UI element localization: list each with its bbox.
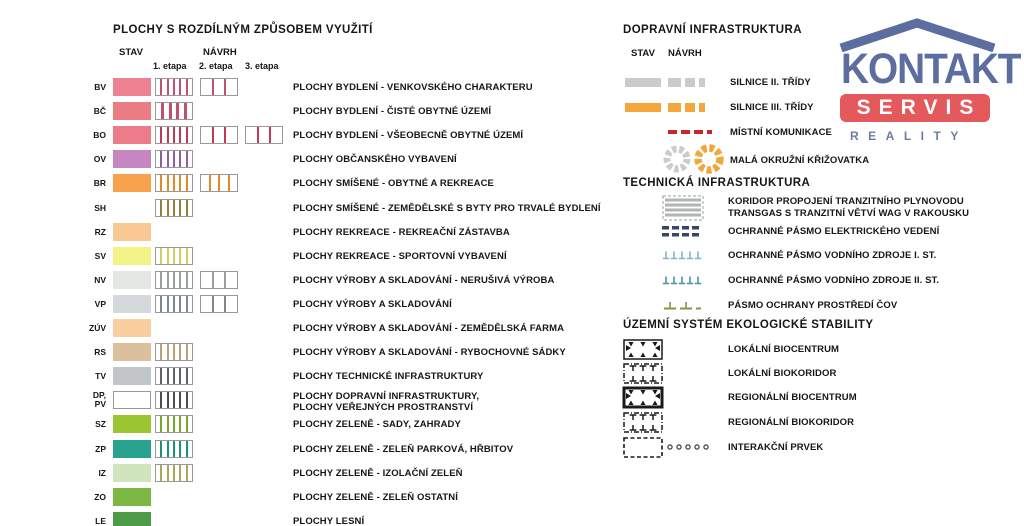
tacks-icon (662, 250, 702, 261)
stav-swatch (113, 391, 151, 409)
uses-row-label: REGIONÁLNÍ BIOKORIDOR (728, 417, 855, 428)
stav-swatch (113, 440, 151, 458)
stripe-mark (160, 79, 162, 95)
biokoridor-icon (622, 362, 664, 385)
stripe-mark (160, 465, 162, 481)
stav-swatch (113, 367, 151, 385)
stripe-mark (179, 200, 181, 216)
etapa2-swatch (200, 126, 238, 144)
row-code: ZP (95, 444, 106, 454)
stav-swatch (113, 247, 151, 265)
transport-row-label: SILNICE II. TŘÍDY (730, 77, 811, 88)
stripe-mark (179, 368, 181, 384)
stripe-mark (167, 296, 169, 312)
row-label: PLOCHY TECHNICKÉ INFRASTRUKTURY (293, 371, 484, 382)
technical-row-label-line2: TRANSGAS S TRANZITNÍ VĚTVÍ WAG V RAKOUSKU (728, 208, 970, 219)
technical-row-label: OCHRANNÉ PÁSMO VODNÍHO ZDROJE I. ST. (728, 250, 937, 261)
stripe-mark (173, 151, 175, 167)
stripe-mark (184, 103, 187, 119)
stripe-mark (167, 248, 169, 264)
row-code: NV (94, 275, 106, 285)
etapa1-swatch (155, 415, 193, 433)
stripe-mark (161, 103, 164, 119)
left-stav-header: STAV (119, 47, 143, 58)
stripe-mark (179, 127, 181, 143)
stripe-mark (160, 344, 162, 360)
stripe-mark (173, 79, 175, 95)
row-code: RZ (94, 227, 106, 237)
row-code: LE (95, 516, 106, 526)
stripe-mark (160, 200, 162, 216)
stripe-mark (173, 441, 175, 457)
stripe-mark (160, 416, 162, 432)
interaction-dots-icon (666, 443, 712, 451)
local-road-dashes (668, 130, 712, 134)
stripe-mark (179, 272, 181, 288)
technical-row-label: PÁSMO OCHRANY PROSTŘEDÍ ČOV (728, 300, 898, 311)
stripe-mark (167, 465, 169, 481)
row-label: PLOCHY ZELENĚ - SADY, ZAHRADY (293, 419, 461, 430)
stripe-mark (228, 175, 230, 191)
row-code: OV (93, 154, 106, 164)
row-label: PLOCHY VÝROBY A SKLADOVÁNÍ - ZEMĚDĚLSKÁ FARMA (293, 323, 565, 334)
stripe-mark (224, 296, 226, 312)
stripe-mark (186, 416, 188, 432)
row-code: BČ (93, 106, 106, 116)
technical-row-label: KORIDOR PROPOJENÍ TRANZITNÍHO PLYNOVODU (728, 196, 964, 207)
stripe-mark (167, 368, 169, 384)
stripe-mark (173, 127, 175, 143)
row-label: PLOCHY SMÍŠENÉ - ZEMĚDĚLSKÉ S BYTY PRO TRVALÉ BYDLENÍ (293, 203, 601, 214)
stripe-mark (179, 392, 181, 408)
row-code: TV (95, 371, 106, 381)
row-code: SZ (95, 419, 106, 429)
stav-swatch (113, 78, 151, 96)
stripe-mark (167, 175, 169, 191)
row-code: BV (94, 82, 106, 92)
biokoridor-icon (622, 411, 664, 434)
row-label: PLOCHY ZELENĚ - ZELEŇ PARKOVÁ, HŘBITOV (293, 444, 514, 455)
stripe-mark (212, 79, 214, 95)
etapa3-swatch (245, 126, 283, 144)
road-navrh-dashes (668, 78, 705, 87)
stav-swatch (113, 343, 151, 361)
etapa1-swatch (155, 440, 193, 458)
row-label: PLOCHY ZELENĚ - ZELEŇ OSTATNÍ (293, 492, 458, 503)
row-label: PLOCHY OBČANSKÉHO VYBAVENÍ (293, 154, 457, 165)
technical-row-label: OCHRANNÉ PÁSMO VODNÍHO ZDROJE II. ST. (728, 275, 940, 286)
etapa1-swatch (155, 367, 193, 385)
dashtacks-icon (662, 300, 706, 311)
stripe-mark (186, 175, 188, 191)
stripe-mark (167, 344, 169, 360)
stripe-mark (269, 127, 271, 143)
stripe-mark (179, 248, 181, 264)
uses-row-label: REGIONÁLNÍ BIOCENTRUM (728, 392, 857, 403)
stav-swatch (113, 102, 151, 120)
stripe-mark (212, 272, 214, 288)
stripe-mark (167, 441, 169, 457)
tacks-icon (662, 275, 702, 286)
stripe-mark (212, 296, 214, 312)
stripe-mark (257, 127, 259, 143)
stripe-mark (179, 465, 181, 481)
row-code: SV (94, 251, 106, 261)
etapa2-swatch (200, 295, 238, 313)
stav-swatch (113, 126, 151, 144)
etapa1-swatch (155, 126, 193, 144)
dash-segment (694, 130, 703, 134)
uses-row-label: LOKÁLNÍ BIOKORIDOR (728, 368, 837, 379)
stripe-mark (173, 368, 175, 384)
stav-swatch (113, 512, 151, 526)
etapa1-swatch (155, 343, 193, 361)
road-stav-bar (625, 103, 661, 112)
row-label-line2: PLOCHY VEŘEJNÝCH PROSTRANSTVÍ (293, 402, 474, 413)
etapa2-swatch (200, 78, 238, 96)
stripe-mark (224, 127, 226, 143)
uses-row-label: INTERAKČNÍ PRVEK (728, 442, 824, 453)
dash-segment (699, 78, 705, 87)
row-code: VP (94, 299, 106, 309)
dash-segment (668, 78, 681, 87)
biocentrum-icon (622, 386, 664, 409)
dash-segment (707, 130, 712, 134)
dashes2-icon (662, 226, 702, 238)
etapa1-swatch (155, 247, 193, 265)
stripe-mark (186, 248, 188, 264)
row-code: RS (94, 347, 106, 357)
stripe-mark (186, 200, 188, 216)
row-code: BR (93, 178, 106, 188)
etapa1-swatch (155, 199, 193, 217)
transport-section-title: DOPRAVNÍ INFRASTRUKTURA (623, 24, 802, 36)
stripe-mark (173, 296, 175, 312)
stripe-mark (186, 127, 188, 143)
row-code: IZ (98, 468, 106, 478)
stripe-mark (176, 103, 179, 119)
stripe-mark (173, 175, 175, 191)
stripe-mark (160, 296, 162, 312)
etapa1-swatch (155, 464, 193, 482)
stripe-mark (167, 127, 169, 143)
uses-row-label: LOKÁLNÍ BIOCENTRUM (728, 344, 840, 355)
etapa3-header: 3. etapa (245, 61, 279, 71)
stripe-mark (186, 272, 188, 288)
etapa1-swatch (155, 150, 193, 168)
stripe-mark (186, 344, 188, 360)
roundabout-icon (662, 144, 724, 174)
transport-navrh-header: NÁVRH (668, 48, 702, 59)
row-label: PLOCHY BYDLENÍ - VŠEOBECNĚ OBYTNÉ ÚZEMÍ (293, 130, 524, 141)
stripe-mark (179, 416, 181, 432)
stav-swatch (113, 150, 151, 168)
row-code: BO (93, 130, 106, 140)
stripe-mark (167, 200, 169, 216)
dash-segment (699, 103, 705, 112)
stripe-mark (186, 465, 188, 481)
stav-swatch (113, 174, 151, 192)
stripe-mark (186, 79, 188, 95)
transport-row-label: SILNICE III. TŘÍDY (730, 102, 814, 113)
stav-swatch (113, 319, 151, 337)
row-label: PLOCHY REKREACE - REKREAČNÍ ZÁSTAVBA (293, 227, 510, 238)
etapa2-swatch (200, 174, 238, 192)
stripe-mark (186, 441, 188, 457)
stripe-mark (179, 151, 181, 167)
dash-segment (681, 130, 690, 134)
stripe-mark (186, 151, 188, 167)
stripe-mark (167, 272, 169, 288)
row-code: ZO (94, 492, 106, 502)
technical-row-label: OCHRANNÉ PÁSMO ELEKTRICKÉHO VEDENÍ (728, 226, 940, 237)
stripe-mark (173, 344, 175, 360)
stripe-mark (169, 103, 172, 119)
stripe-mark (173, 392, 175, 408)
row-label: PLOCHY ZELENĚ - IZOLAČNÍ ZELEŇ (293, 468, 463, 479)
stripe-mark (173, 416, 175, 432)
stripe-mark (179, 175, 181, 191)
etapa1-swatch (155, 271, 193, 289)
stripe-mark (186, 392, 188, 408)
stav-swatch (113, 271, 151, 289)
stripe-mark (160, 248, 162, 264)
row-label: PLOCHY VÝROBY A SKLADOVÁNÍ - NERUŠIVÁ VÝROBA (293, 275, 555, 286)
transport-row-label: MÍSTNÍ KOMUNIKACE (730, 127, 832, 138)
stripe-mark (160, 127, 162, 143)
left-navrh-header: NÁVRH (203, 47, 237, 58)
row-label: PLOCHY DOPRAVNÍ INFRASTRUKTURY, (293, 391, 480, 402)
row-label: PLOCHY BYDLENÍ - ČISTÉ OBYTNÉ ÚZEMÍ (293, 106, 492, 117)
stripe-mark (160, 175, 162, 191)
logo-servis-text: SERVIS (840, 94, 990, 122)
corridor-icon (662, 195, 704, 221)
stripe-mark (167, 416, 169, 432)
interakcni-icon (622, 436, 664, 459)
road-stav-bar (625, 78, 661, 87)
stripe-mark (160, 272, 162, 288)
transport-row-label: MALÁ OKRUŽNÍ KŘIŽOVATKA (730, 155, 870, 166)
row-label: PLOCHY LESNÍ (293, 516, 365, 526)
etapa1-swatch (155, 102, 193, 120)
stripe-mark (173, 200, 175, 216)
logo-reality-text: REALITY (850, 129, 968, 143)
stav-swatch (113, 488, 151, 506)
kontakt-servis-logo (838, 18, 1021, 143)
stripe-mark (167, 392, 169, 408)
row-label: PLOCHY VÝROBY A SKLADOVÁNÍ (293, 299, 452, 310)
logo-kontakt-text: KONTAKT (841, 46, 1021, 94)
dash-segment (668, 103, 681, 112)
stripe-mark (179, 344, 181, 360)
stripe-mark (173, 465, 175, 481)
etapa1-swatch (155, 295, 193, 313)
row-label: PLOCHY SMÍŠENÉ - OBYTNÉ A REKREACE (293, 178, 494, 189)
stripe-mark (160, 368, 162, 384)
stripe-mark (179, 296, 181, 312)
stripe-mark (160, 392, 162, 408)
stripe-mark (167, 151, 169, 167)
etapa1-swatch (155, 78, 193, 96)
stripe-mark (212, 127, 214, 143)
dash-segment (668, 130, 677, 134)
road-navrh-dashes (668, 103, 705, 112)
etapa2-header: 2. etapa (199, 61, 233, 71)
etapa1-swatch (155, 391, 193, 409)
stripe-mark (224, 272, 226, 288)
stripe-mark (179, 441, 181, 457)
stripe-mark (173, 272, 175, 288)
uses-section-title: ÚZEMNÍ SYSTÉM EKOLOGICKÉ STABILITY (623, 319, 874, 331)
dash-segment (685, 78, 695, 87)
left-section-title: PLOCHY S ROZDÍLNÝM ZPŮSOBEM VYUŽITÍ (113, 24, 373, 36)
transport-stav-header: STAV (631, 48, 655, 59)
stav-swatch (113, 223, 151, 241)
stav-swatch (113, 464, 151, 482)
row-code: SH (94, 203, 106, 213)
row-label: PLOCHY REKREACE - SPORTOVNÍ VYBAVENÍ (293, 251, 507, 262)
technical-section-title: TECHNICKÁ INFRASTRUKTURA (623, 177, 811, 189)
stripe-mark (167, 79, 169, 95)
row-code: ZÚV (89, 323, 106, 333)
stripe-mark (179, 79, 181, 95)
etapa1-header: 1. etapa (153, 61, 187, 71)
stripe-mark (186, 296, 188, 312)
etapa1-swatch (155, 174, 193, 192)
stripe-mark (160, 151, 162, 167)
row-label: PLOCHY VÝROBY A SKLADOVÁNÍ - RYBOCHOVNÉ SÁDKY (293, 347, 566, 358)
stripe-mark (224, 79, 226, 95)
stav-swatch (113, 415, 151, 433)
row-code: DP, PV (92, 390, 106, 409)
stripe-mark (160, 441, 162, 457)
dash-segment (685, 103, 695, 112)
stripe-mark (209, 175, 211, 191)
etapa2-swatch (200, 271, 238, 289)
biocentrum-icon (622, 338, 664, 361)
stav-swatch (113, 295, 151, 313)
stripe-mark (218, 175, 220, 191)
row-label: PLOCHY BYDLENÍ - VENKOVSKÉHO CHARAKTERU (293, 82, 533, 93)
stripe-mark (186, 368, 188, 384)
stripe-mark (173, 248, 175, 264)
